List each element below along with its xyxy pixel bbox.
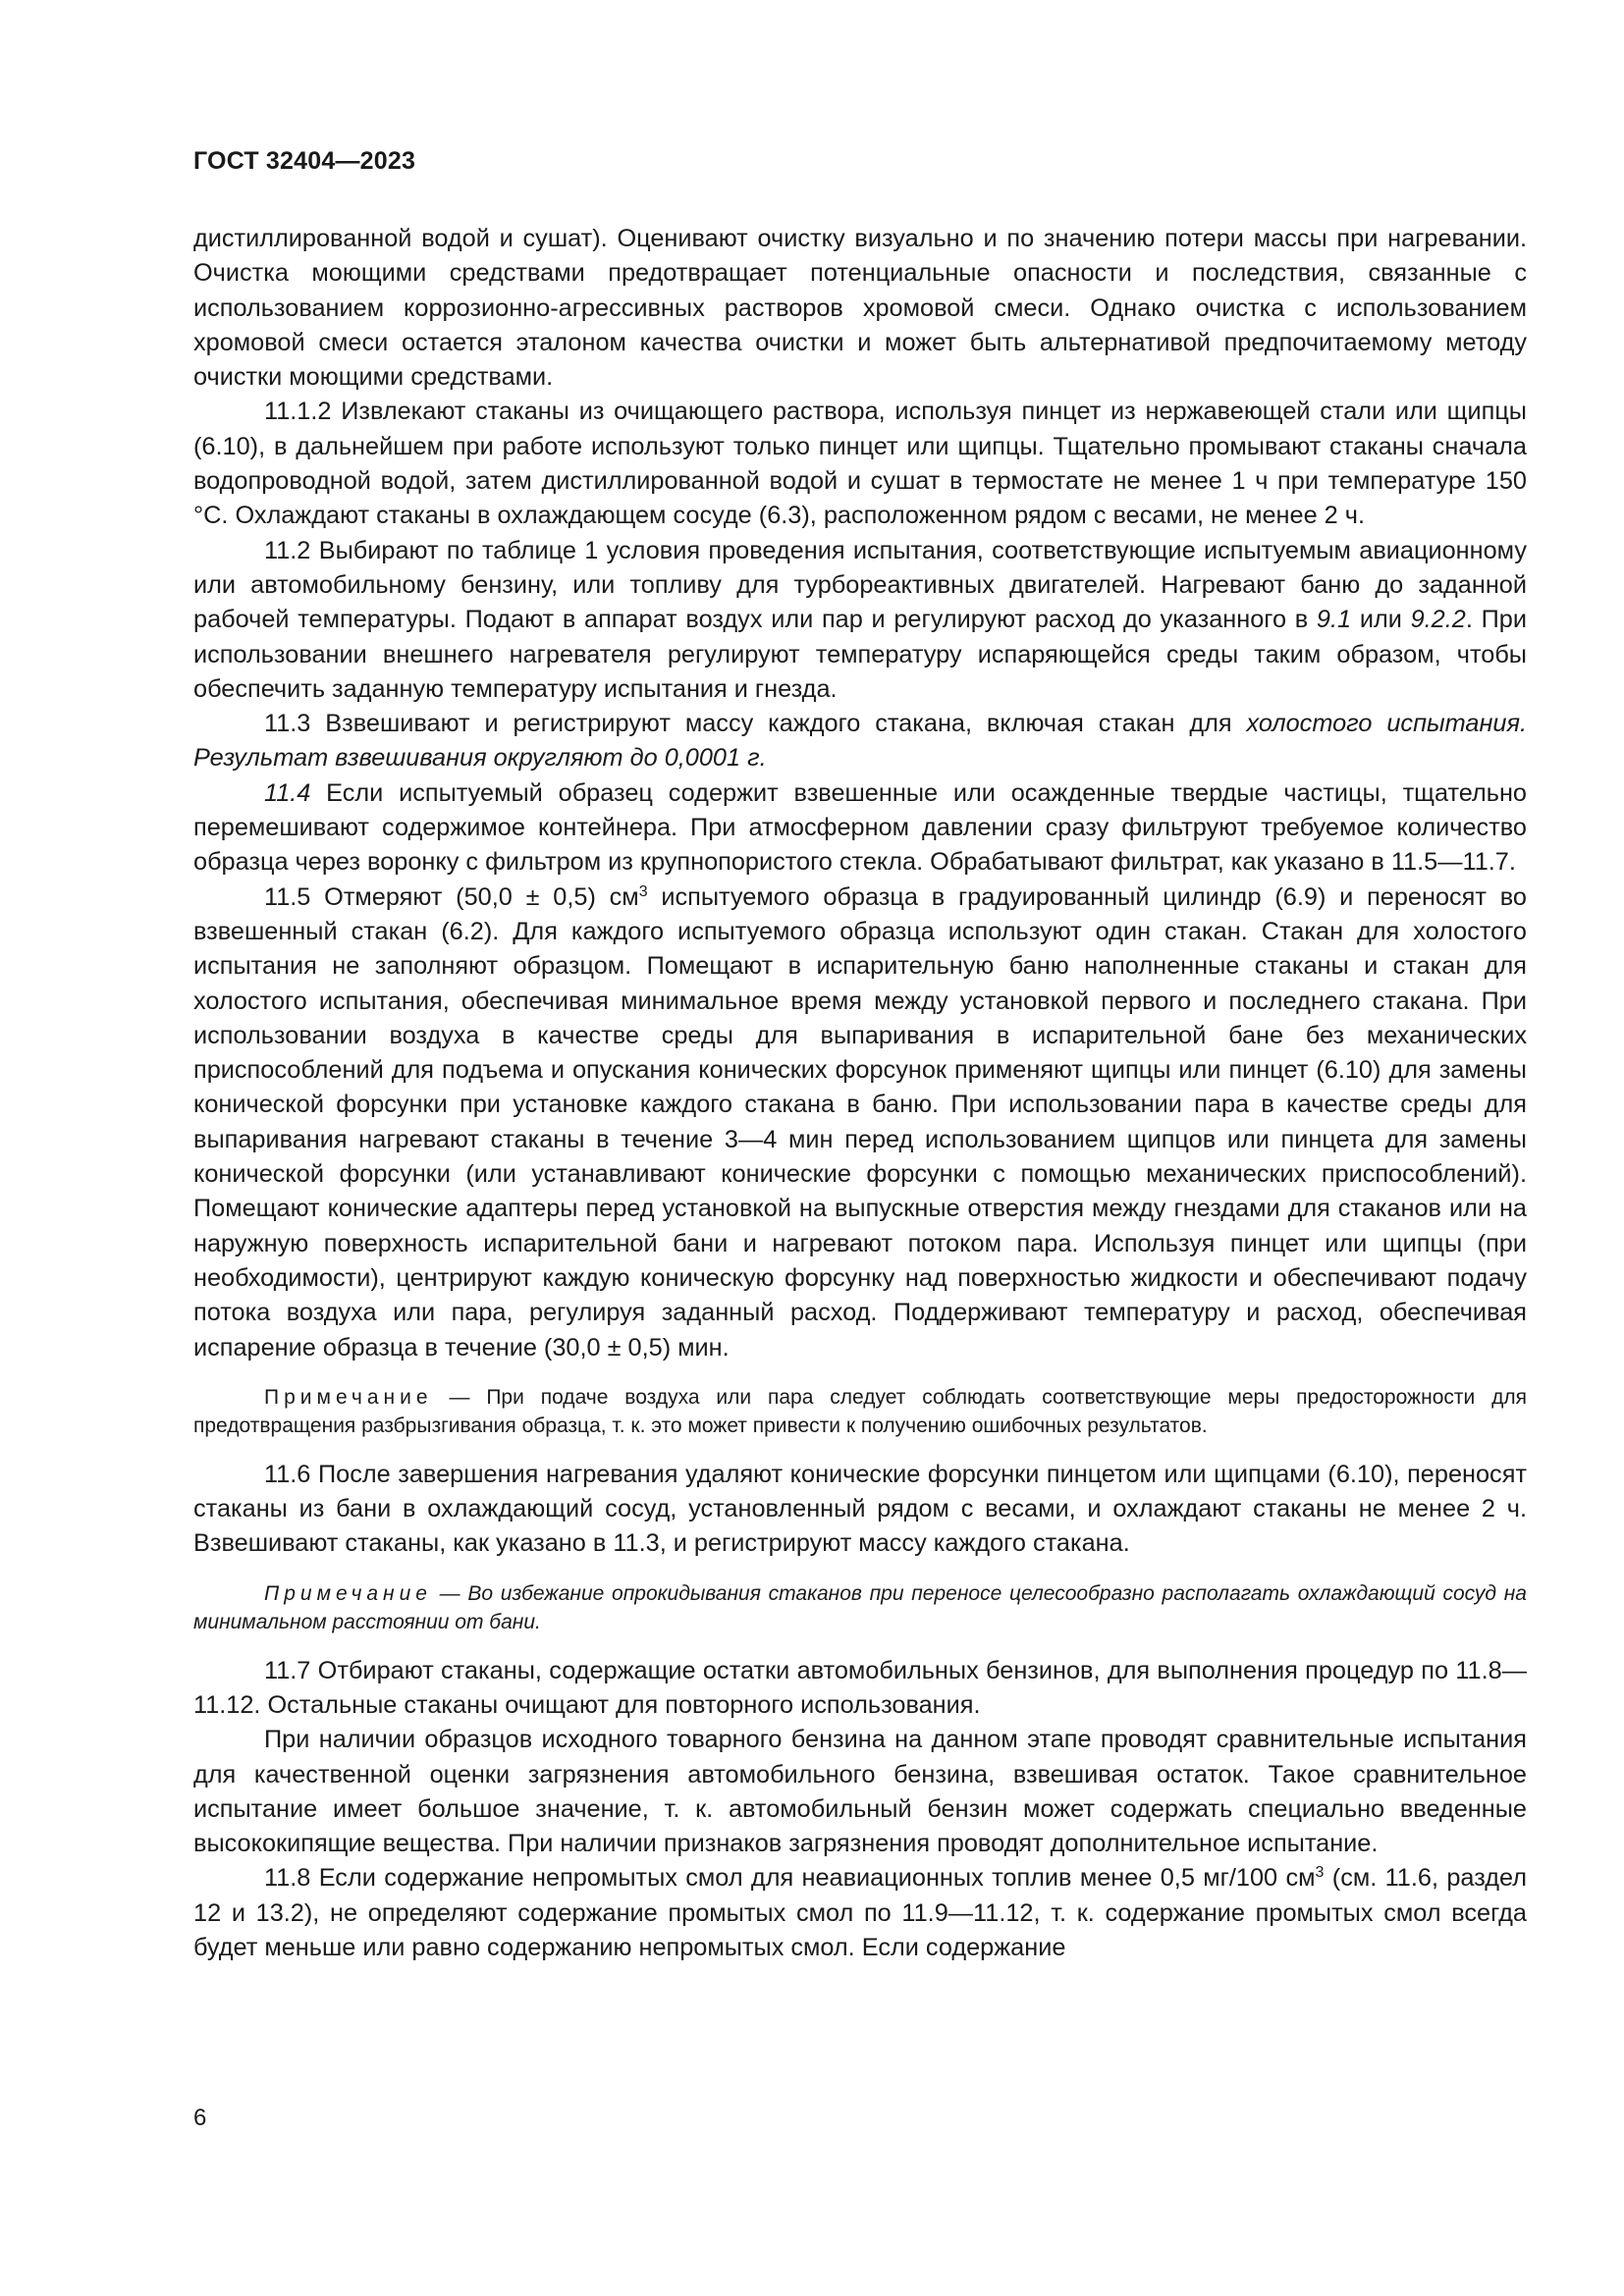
main-text: [193, 222, 1527, 1965]
text-run: 11.8 Если содержание непромытых смол для неавиационных топлив менее 0,5 мг/100 см: [264, 1864, 1316, 1893]
ref-9-2-2: 9.2.2: [1410, 606, 1466, 634]
paragraph-11-8: [193, 1861, 1527, 1965]
text-run: Если испытуемый образец содержит взвешенные или осажденные твердые частицы, тщательно перемешивают содержимое контейнера. При атмосферном давлении сразу фильтруют требуемое количество образца через воронку с фильтром из крупнопористого стекла. Обрабатывают фильтрат, как указано в 11.5—11.7.: [193, 778, 1527, 877]
italic-run: холостого испытания. Результат взвешивания округляют до 0,0001 г.: [193, 710, 1527, 773]
paragraph-continuation: дистиллированной водой и сушат). Оценивают очистку визуально и по значению потери массы при нагревании. Очистка моющими средствами предотвращает потенциальные опасности и последствия, связанные с использованием коррозионно-агрессивных растворов хромовой смеси. Однако очистка с использованием хромовой смеси остается эталоном качества очистки и может быть альтернативой предпочитаемому методу очистки моющими средствами.: [193, 225, 1527, 392]
superscript: 3: [638, 882, 648, 900]
paragraph-11-4: [193, 776, 1527, 881]
paragraph-11-5: [193, 881, 1527, 1365]
superscript: 3: [1315, 1864, 1325, 1882]
note-1: [193, 1383, 1527, 1440]
note-2: [193, 1579, 1527, 1636]
text-run: или: [1351, 606, 1411, 634]
text-run: 11.5 Отмеряют (50,0 ± 0,5) см: [264, 882, 639, 911]
paragraph-11-7: 11.7 Отбирают стаканы, содержащие остатки автомобильных бензинов, для выполнения процедур по 11.8—11.12. Остальные стаканы очищают для повторного использования.: [193, 1656, 1527, 1719]
paragraph-11-2: [193, 534, 1527, 707]
note-label: Примечание: [264, 1581, 432, 1605]
ref-9-1: 9.1: [1316, 606, 1352, 634]
clause-number: 11.4: [264, 778, 311, 807]
text-run: (см. 11.6, раздел 12 и 13.2), не определяют содержание промытых смол по 11.9—11.12, т. к. содержание промытых смол всегда будет меньше или равно содержанию непромытых смол. Если содержание: [193, 1864, 1528, 1962]
note-text: — При подаче воздуха или пара следует соблюдать соответствующие меры предосторожности для предотвращения разбрызгивания образца, т. к. это может привести к получению ошибочных результатов.: [193, 1385, 1527, 1437]
paragraph-11-3: [193, 707, 1527, 776]
text-run: испытуемого образца в градуированный цилиндр (6.9) и переносят во взвешенный стакан (6.2). Для каждого испытуемого образца используют один стакан. Стакан для холостого испытания не заполняют образцом. Помещают в испарительную баню наполненные стаканы и стакан для холостого испытания, обеспечивая минимальное время между установкой первого и последнего стакана. При использовании воздуха в качестве среды для выпаривания в испарительной бане без механических приспособлений для подъема и опускания конических форсунок применяют щипцы или пинцет (6.10) для замены конической форсунки при установке каждого стакана в баню. При использовании пара в качестве среды для выпаривания нагревают стаканы в течение 3—4 мин перед использованием щипцов или пинцета для замены конической форсунки (или устанавливают конические форсунки с помощью механических приспособлений). Помещают конические адаптеры перед установкой на выпускные отверстия между гнездами для стаканов или на наружную поверхность испарительной бани и нагревают потоком пара. Используя пинцет или щипцы (при необходимости), центрируют каждую коническую форсунку над поверхностью жидкости и обеспечивают подачу потока воздуха или пара, регулируя заданный расход. Поддерживают температуру и расход, обеспечивая испарение образца в течение (30,0 ± 0,5) мин.: [193, 882, 1527, 1362]
text-run: 11.3 Взвешивают и регистрируют массу каждого стакана, включая стакан для: [264, 710, 1247, 738]
text-run: . При использовании внешнего нагревателя регулируют температуру испаряющейся среды таким образом, чтобы обеспечить заданную температуру испытания и гнезда.: [193, 606, 1527, 703]
paragraph-11-1-2: 11.1.2 Извлекают стаканы из очищающего раствора, используя пинцет из нержавеющей стали или щипцы (6.10), в дальнейшем при работе используют только пинцет или щипцы. Тщательно промывают стаканы сначала водопроводной водой, затем дистиллированной водой и сушат в термостате не менее 1 ч при температуре 150 °С. Охлаждают стаканы в охлаждающем сосуде (6.3), расположенном рядом с весами, не менее 2 ч.: [193, 398, 1527, 530]
paragraph-11-7-continued: При наличии образцов исходного товарного бензина на данном этапе проводят сравнительные испытания для качественной оценки загрязнения автомобильного бензина, взвешивая остаток. Такое сравнительное испытание имеет большое значение, т. к. автомобильный бензин может содержать специально введенные высококипящие вещества. При наличии признаков загрязнения проводят дополнительное испытание.: [193, 1726, 1527, 1858]
page-number: 6: [193, 2105, 207, 2131]
note-text: — Во избежание опрокидывания стаканов при переносе целесообразно располагать охлаждающий сосуд на минимальном расстоянии от бани.: [193, 1581, 1527, 1633]
document-id-header: ГОСТ 32404—2023: [193, 147, 416, 175]
text-run: 11.2 Выбирают по таблице 1 условия проведения испытания, соответствующие испытуемым авиационному или автомобильному бензину, или топливу для турбореактивных двигателей. Нагревают баню до заданной рабочей температуры. Подают в аппарат воздух или пар и регулируют расход до указанного в: [193, 536, 1527, 634]
paragraph-11-6: 11.6 После завершения нагревания удаляют конические форсунки пинцетом или щипцами (6.10), переносят стаканы из бани в охлаждающий сосуд, установленный рядом с весами, и охлаждают стаканы не менее 2 ч. Взвешивают стаканы, как указано в 11.3, и регистрируют массу каждого стакана.: [193, 1460, 1527, 1558]
note-label: Примечание: [264, 1385, 433, 1409]
